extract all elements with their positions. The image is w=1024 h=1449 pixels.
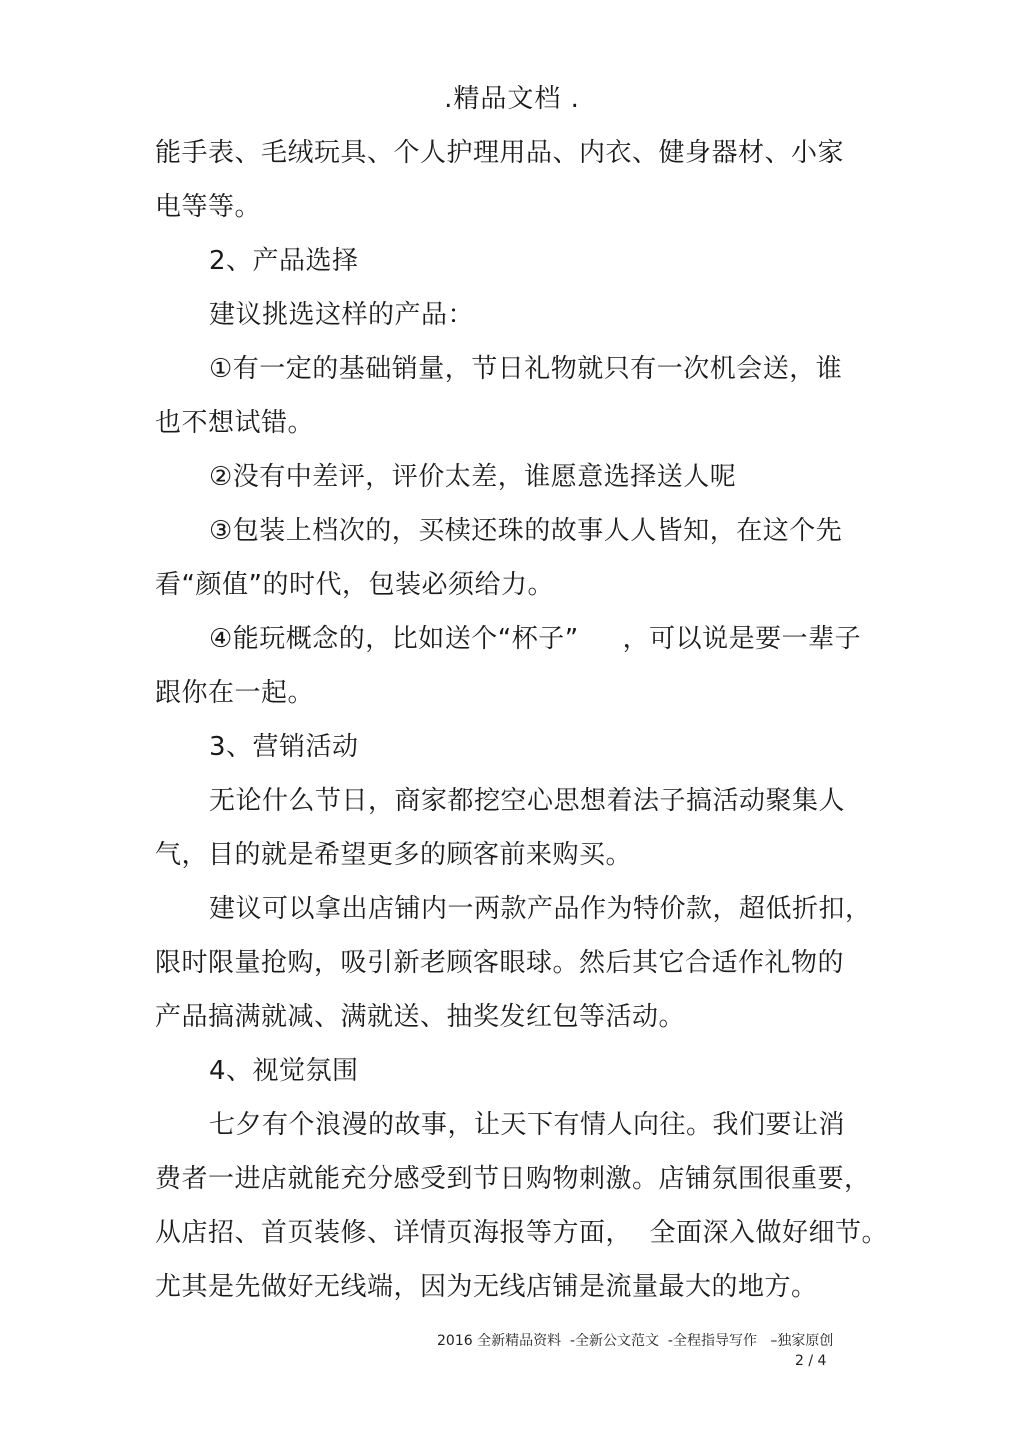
text-line: 尤其是先做好无线端，因为无线店铺是流量最大的地方。 (155, 1272, 818, 1302)
page-header: .精品文档 . (444, 84, 580, 114)
text-line: 限时限量抢购，吸引新老顾客眼球。然后其它合适作礼物的 (155, 948, 845, 978)
text-line: 从店招、首页装修、详情页海报等方面， 全面深入做好细节。 (155, 1218, 889, 1248)
section-heading: 3、营销活动 (209, 732, 359, 762)
text-line: 气，目的就是希望更多的顾客前来购买。 (155, 840, 633, 870)
document-body (155, 130, 889, 1318)
list-item: ②没有中差评，评价太差，谁愿意选择送人呢 (209, 462, 737, 492)
text-line: 建议挑选这样的产品： (209, 300, 475, 330)
text-line: 跟你在一起。 (155, 678, 315, 708)
text-line: 电等等。 (155, 192, 262, 222)
text-line: 七夕有个浪漫的故事，让天下有情人向往。我们要让消 (209, 1110, 846, 1140)
list-item: ④能玩概念的，比如送个“杯子” ，可以说是要一辈子 (209, 624, 862, 654)
list-item: ①有一定的基础销量，节日礼物就只有一次机会送，谁 (209, 354, 843, 384)
section-heading: 2、产品选择 (209, 246, 359, 276)
text-line: 无论什么节日，商家都挖空心思想着法子搞活动聚集人 (209, 786, 846, 816)
text-line: 能手表、毛绒玩具、个人护理用品、内衣、健身器材、小家 (155, 138, 845, 168)
text-line: 费者一进店就能充分感受到节日购物刺激。店铺氛围很重要， (155, 1164, 871, 1194)
text-line: 建议可以拿出店铺内一两款产品作为特价款，超低折扣， (209, 894, 872, 924)
page-number: 2 / 4 (795, 1353, 827, 1369)
text-line: 也不想试错。 (155, 408, 315, 438)
list-item: ③包装上档次的，买椟还珠的故事人人皆知，在这个先 (209, 516, 843, 546)
text-line: 产品搞满就减、满就送、抽奖发红包等活动。 (155, 1002, 686, 1032)
section-heading: 4、视觉氛围 (209, 1056, 359, 1086)
page-footer: 2016 全新精品资料 -全新公文范文 -全程指导写作 –独家原创 (437, 1333, 834, 1349)
text-line: 看“颜值”的时代，包装必须给力。 (155, 570, 554, 600)
